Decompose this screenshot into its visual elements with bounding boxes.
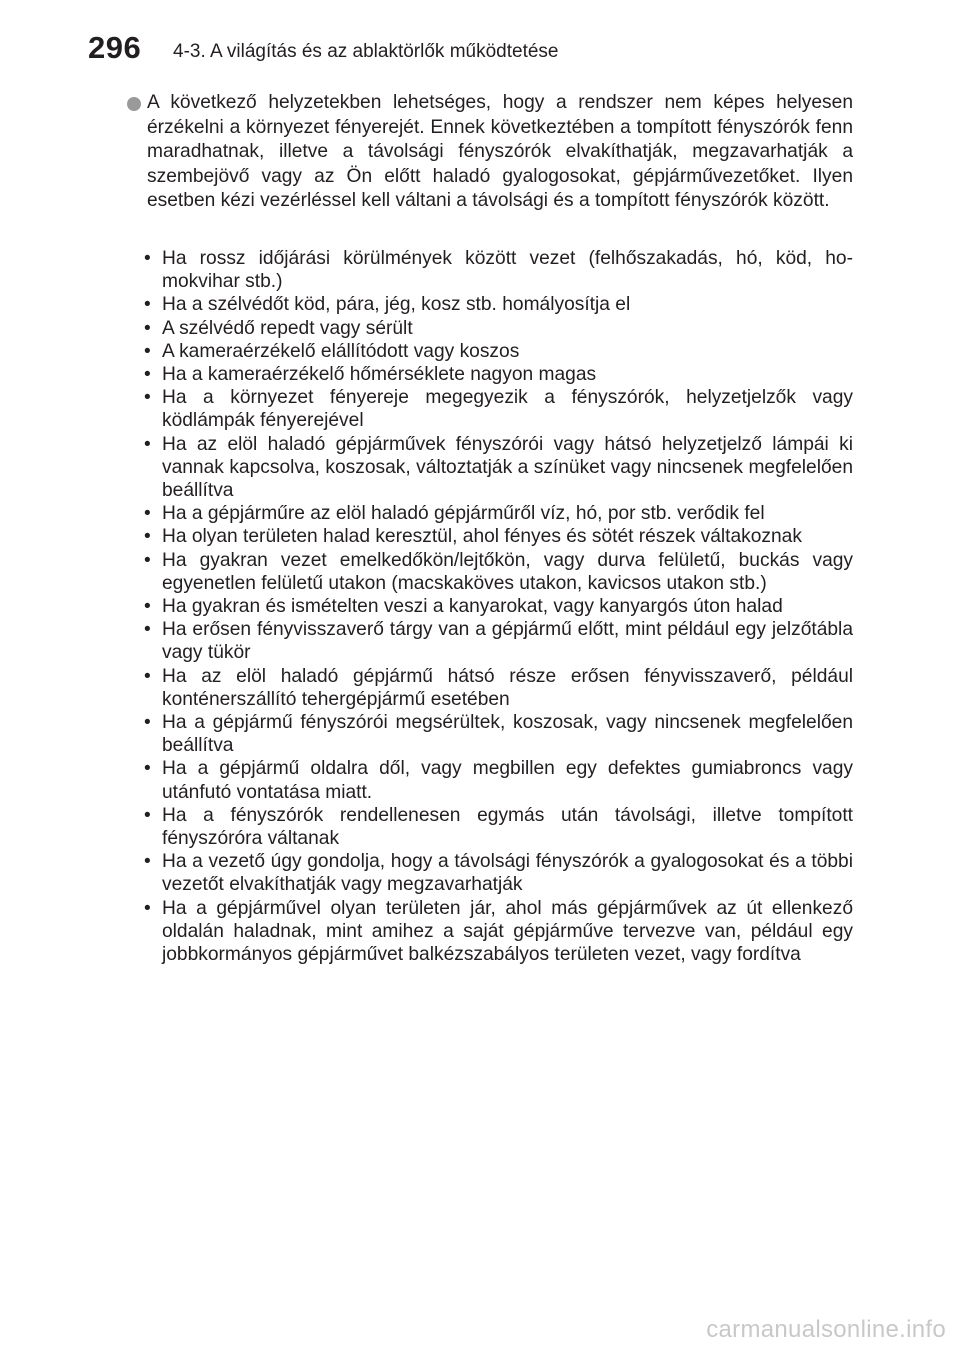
list-item-text: Ha a gépjármű oldalra dől, vagy megbillen egy defektes gumiabroncs vagy utánfutó vontatása miatt.: [162, 758, 853, 803]
list-item-text: Ha olyan területen halad keresztül, ahol fényes és sötét részek váltakoznak: [162, 526, 802, 548]
circle-bullet-icon: [127, 97, 141, 111]
list-item: [144, 525, 853, 548]
bullet-dot-icon: •: [144, 596, 151, 618]
section-title: 4-3. A világítás és az ablaktörlők működtetése: [173, 41, 559, 62]
list-item: [144, 247, 853, 293]
bullet-dot-icon: •: [144, 549, 151, 571]
bullet-dot-icon: •: [144, 364, 151, 386]
list-item: [144, 549, 853, 595]
list-item-text: Ha gyakran vezet emelkedőkön/lejtőkön, vagy durva felületű, buckás vagy egyenetlen felületű utakon (macskaköves utakon, kavicsos utakon stb.): [162, 549, 853, 594]
list-item-text: Ha erősen fényvisszaverő tárgy van a gépjármű előtt, mint például egy jelzőtábla vagy tükör: [162, 619, 853, 664]
bullet-dot-icon: •: [144, 526, 151, 548]
bullet-dot-icon: •: [144, 387, 151, 409]
conditions-list: [144, 247, 853, 966]
list-item: [144, 897, 853, 967]
list-item: [144, 433, 853, 503]
list-item-text: Ha az elöl haladó gépjárművek fényszórói vagy hátsó helyzetjelző lámpái ki vannak kapcsolva, koszosak, változtatják a színüket vagy nincsenek megfelelően beállítva: [162, 433, 853, 502]
list-item-text: A szélvédő repedt vagy sérült: [162, 317, 413, 339]
bullet-dot-icon: •: [144, 340, 151, 362]
list-item-text: Ha a vezető úgy gondolja, hogy a távolsági fényszórók a gyalogosokat és a többi vezetőt elvakíthatják vagy megzavarhatják: [162, 851, 853, 896]
list-item-text: Ha a gépjárműre az elöl haladó gépjárműről víz, hó, por stb. verődik fel: [162, 503, 765, 525]
intro-paragraph: [127, 91, 853, 214]
list-item: [144, 363, 853, 386]
list-item-text: Ha az elöl haladó gépjármű hátsó része erősen fényvisszaverő, például konténerszállító tehergépjármű esetében: [162, 665, 853, 710]
bullet-dot-icon: •: [144, 851, 151, 873]
list-item: [144, 711, 853, 757]
page-number: 296: [88, 30, 142, 65]
list-item-text: A kameraérzékelő elállítódott vagy koszos: [162, 340, 520, 362]
list-item: [144, 340, 853, 363]
list-item: [144, 317, 853, 340]
list-item: [144, 595, 853, 618]
list-item-text: Ha a gépjárművel olyan területen jár, ahol más gépjárművek az út ellenkező oldalán haladnak, mint amihez a saját gépjárműve tervezve van, például egy jobbkormányos gépjárművet balkézszabályos területen vezet, vagy fordítva: [162, 897, 853, 966]
list-item: [144, 665, 853, 711]
bullet-dot-icon: •: [144, 433, 151, 455]
bullet-dot-icon: •: [144, 712, 151, 734]
bullet-dot-icon: •: [144, 665, 151, 687]
intro-text: A következő helyzetekben lehetséges, hogy a rendszer nem képes helyesen érzékelni a környezet fényerejét. Ennek következtében a tompított fényszórók fenn maradhatnak, illetve a távolsági fényszórók elvakíthatják, megzavarhatják a szembejövő vagy az Ön előtt haladó gyalogosokat, gépjárművezetőket. Ilyen esetben kézi vezérléssel kell váltani a távolsági és a tompított fényszórók között.: [147, 92, 853, 211]
bullet-dot-icon: •: [144, 248, 151, 269]
list-item: [144, 502, 853, 525]
list-item-text: Ha rossz időjárási körülmények között vezet (felhőszakadás, hó, köd, homokvihar stb.): [162, 248, 853, 293]
watermark: carmanualsonline.info: [706, 1316, 946, 1343]
list-item: [144, 618, 853, 664]
bullet-dot-icon: •: [144, 619, 151, 641]
bullet-dot-icon: •: [144, 317, 151, 339]
list-item: [144, 804, 853, 850]
list-item-text: Ha a kameraérzékelő hőmérséklete nagyon magas: [162, 364, 597, 386]
list-item-text: Ha a gépjármű fényszórói megsérültek, koszosak, vagy nincsenek megfelelően beállítva: [162, 712, 853, 757]
list-item-text: Ha a fényszórók rendellenesen egymás után távolsági, illetve tompított fényszóróra váltanak: [162, 804, 853, 850]
bullet-dot-icon: •: [144, 294, 151, 316]
list-item: [144, 386, 853, 432]
list-item: [144, 293, 853, 316]
list-item: [144, 757, 853, 803]
list-item: [144, 850, 853, 896]
bullet-dot-icon: •: [144, 804, 151, 826]
bullet-dot-icon: •: [144, 897, 151, 919]
list-item-text: Ha a szélvédőt köd, pára, jég, kosz stb. homályosítja el: [162, 294, 631, 316]
bullet-dot-icon: •: [144, 758, 151, 780]
list-item-text: Ha gyakran és ismételten veszi a kanyarokat, vagy kanyargós úton halad: [162, 596, 783, 618]
list-item-text: Ha a környezet fényereje megegyezik a fényszórók, helyzetjelzők vagy ködlámpák fényerejével: [162, 387, 853, 432]
bullet-dot-icon: •: [144, 503, 151, 525]
